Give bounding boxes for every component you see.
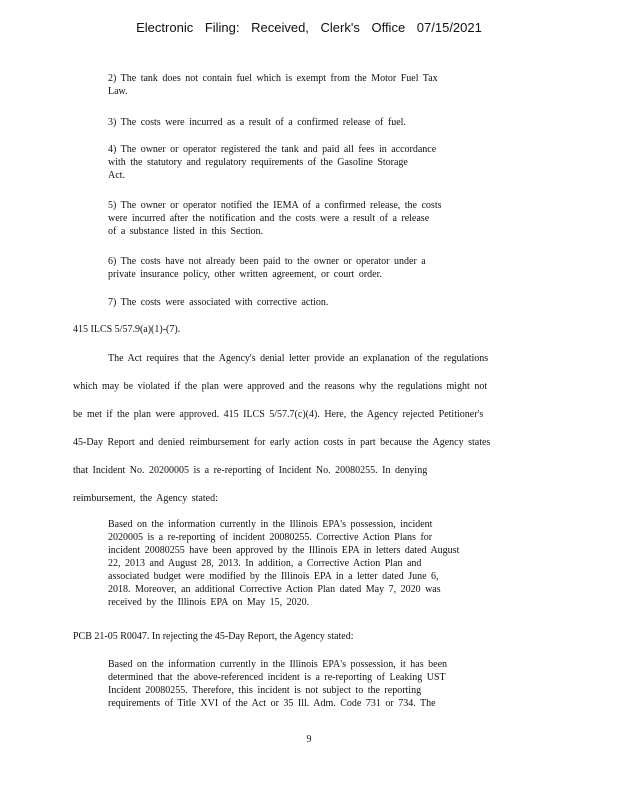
statute-citation: 415 ILCS 5/57.9(a)(1)-(7). [73, 324, 181, 335]
text-line: Incident 20080255. Therefore, this incident is not subject to the reporting [108, 685, 422, 696]
text-line: Based on the information currently in the Illinois EPA's possession, incident [108, 519, 433, 530]
text-line: 45-Day Report and denied reimbursement for early action costs in part because the Agency states [73, 437, 491, 448]
text-line: 2020005 is a re-reporting of incident 20080255. Corrective Action Plans for [108, 532, 433, 543]
body-paragraph-1 [73, 352, 533, 505]
body-paragraph-2: PCB 21-05 R0047. In rejecting the 45-Day Report, the Agency stated: [73, 631, 354, 642]
filing-header: Electronic Filing: Received, Clerk's Office 07/15/2021 [136, 20, 482, 35]
text-line: private insurance policy, other written agreement, or court order. [108, 269, 382, 280]
condition-item-7 [108, 296, 488, 309]
text-line: 3) The costs were incurred as a result of a confirmed release of fuel. [108, 117, 406, 128]
condition-item-2 [108, 72, 488, 98]
text-line: which may be violated if the plan were approved and the reasons why the regulations might not [73, 381, 488, 392]
text-line: be met if the plan were approved. 415 ILCS 5/57.7(c)(4). Here, the Agency rejected Petitioner's [73, 409, 484, 420]
text-line: 4) The owner or operator registered the tank and paid all fees in accordance [108, 144, 437, 155]
text-line: 7) The costs were associated with corrective action. [108, 297, 329, 308]
text-line: The Act requires that the Agency's denial letter provide an explanation of the regulations [108, 353, 489, 364]
text-line: Act. [108, 170, 125, 181]
condition-item-6 [108, 255, 488, 281]
text-line: that Incident No. 20200005 is a re-reporting of Incident No. 20080255. In denying [73, 465, 428, 476]
text-line: 6) The costs have not already been paid to the owner or operator under a [108, 256, 426, 267]
text-line: received by the Illinois EPA on May 15, 2020. [108, 597, 310, 608]
condition-item-4 [108, 143, 488, 182]
condition-item-5 [108, 199, 488, 238]
text-line: requirements of Title XVI of the Act or 35 Ill. Adm. Code 731 or 734. The [108, 698, 436, 709]
text-line: with the statutory and regulatory requirements of the Gasoline Storage [108, 157, 408, 168]
text-line: reimbursement, the Agency stated: [73, 493, 218, 504]
text-line: incident 20080255 have been approved by the Illinois EPA in letters dated August [108, 545, 460, 556]
text-line: Based on the information currently in the Illinois EPA's possession, it has been [108, 659, 448, 670]
condition-item-3 [108, 116, 488, 129]
text-line: of a substance listed in this Section. [108, 226, 264, 237]
text-line: were incurred after the notification and the costs were a result of a release [108, 213, 430, 224]
text-line: Law. [108, 86, 128, 97]
block-quote-2 [108, 658, 500, 710]
text-line: 5) The owner or operator notified the IEMA of a confirmed release, the costs [108, 200, 442, 211]
text-line: 2) The tank does not contain fuel which is exempt from the Motor Fuel Tax [108, 73, 438, 84]
text-line: 22, 2013 and August 28, 2013. In addition, a Corrective Action Plan and [108, 558, 422, 569]
text-line: associated budget were modified by the Illinois EPA in a letter dated June 6, [108, 571, 439, 582]
page-number: 9 [306, 734, 312, 745]
block-quote-1 [108, 518, 500, 609]
text-line: 2018. Moreover, an additional Corrective Action Plan dated May 7, 2020 was [108, 584, 441, 595]
text-line: determined that the above-referenced incident is a re-reporting of Leaking UST [108, 672, 446, 683]
